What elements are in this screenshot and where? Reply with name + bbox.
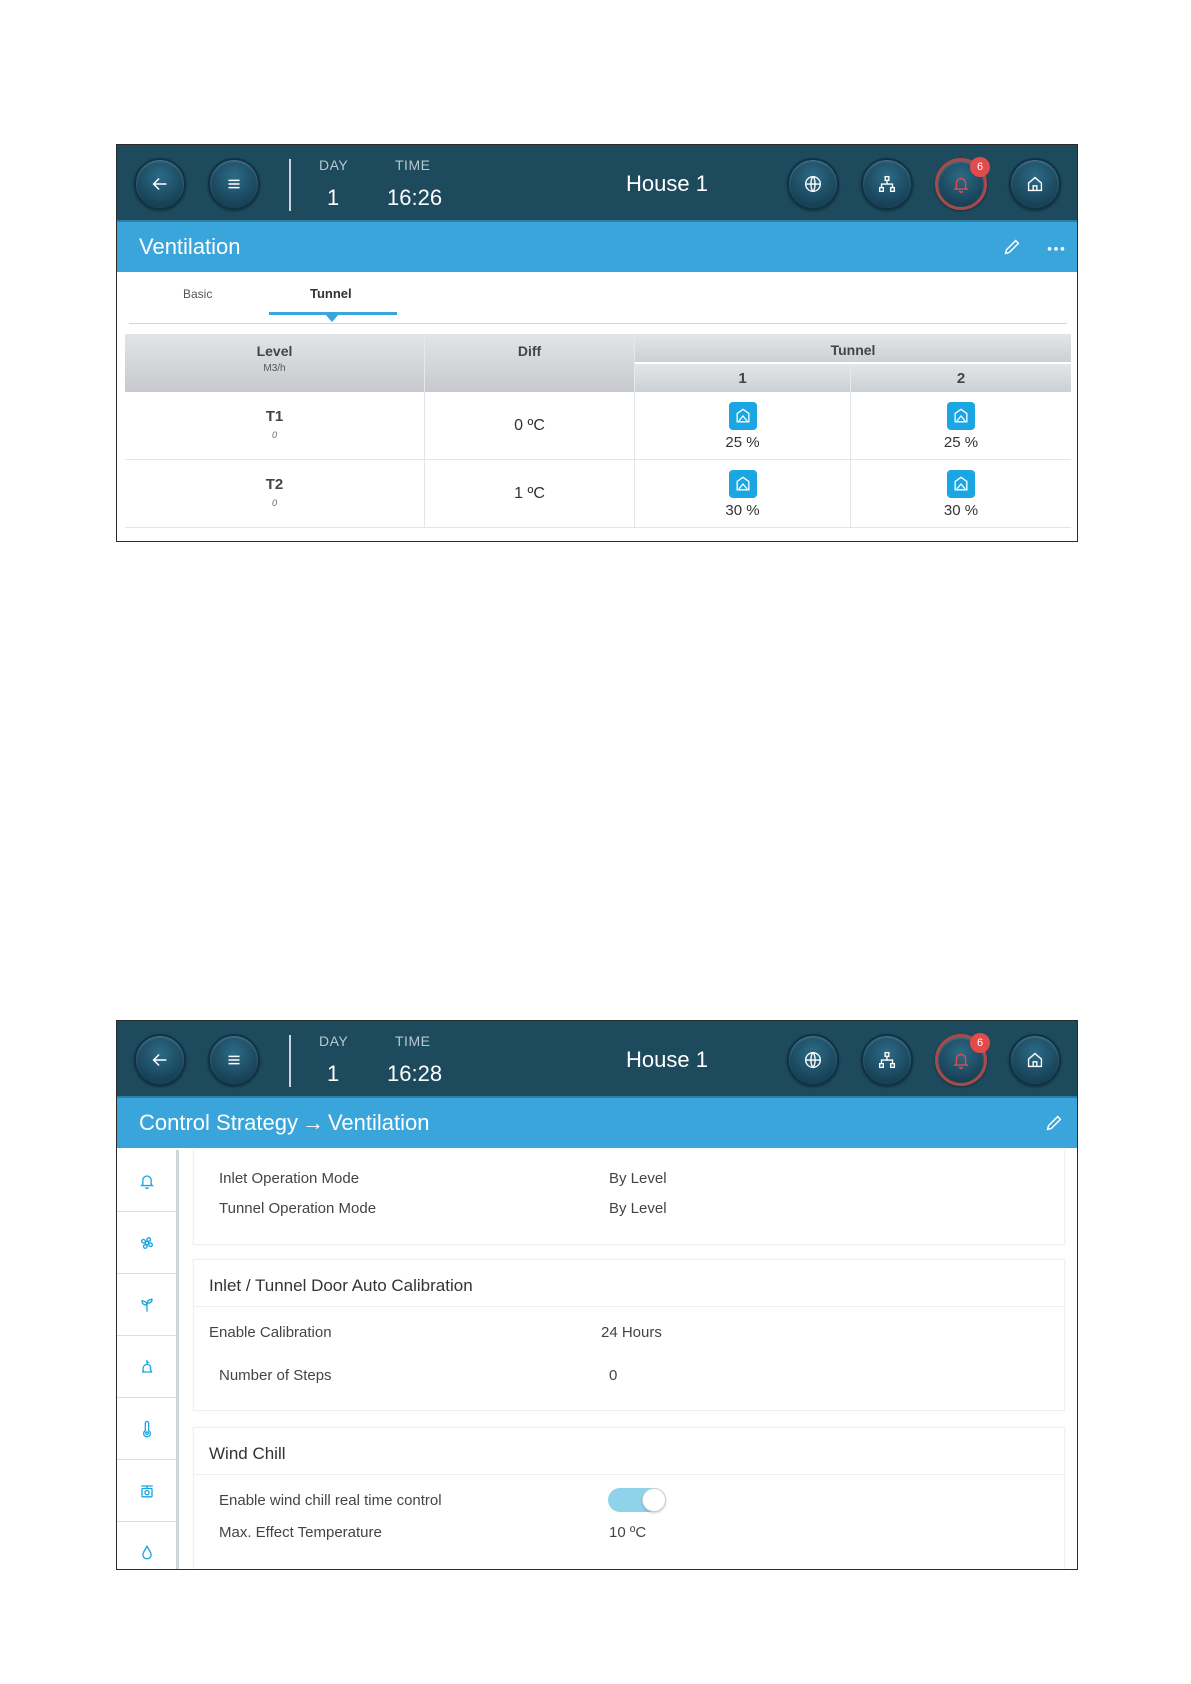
- menu-button[interactable]: [208, 1034, 260, 1086]
- menu-icon: [223, 1049, 245, 1071]
- tunnel-1-cell[interactable]: [635, 392, 851, 460]
- time-value: 16:28: [387, 1061, 443, 1086]
- sidebar-item-growth[interactable]: [117, 1274, 176, 1336]
- level-value: 0: [271, 430, 277, 440]
- header-diff: [425, 334, 635, 392]
- inlet-mode-value[interactable]: By Level: [609, 1170, 667, 1187]
- globe-icon: [802, 173, 824, 195]
- wind-chill-title: Wind Chill: [209, 1444, 286, 1463]
- arrow-left-icon: [149, 1049, 171, 1071]
- alarm-count-badge: 6: [970, 157, 990, 177]
- inlet-mode-label: Inlet Operation Mode: [219, 1170, 360, 1187]
- arrow-left-icon: [149, 173, 171, 195]
- breadcrumb-arrow-icon: →: [301, 1110, 324, 1135]
- tunnel-door-icon: [729, 470, 757, 498]
- network-icon: [876, 1049, 898, 1071]
- tunnel-2-cell[interactable]: [851, 392, 1071, 460]
- globe-button[interactable]: [787, 1034, 839, 1086]
- number-of-steps-label: Number of Steps: [219, 1367, 332, 1384]
- diff-value: 1 ºC: [514, 485, 545, 502]
- day-label: DAY: [319, 1033, 349, 1049]
- sprout-icon: [137, 1295, 157, 1315]
- more-options-icon[interactable]: [1045, 236, 1067, 258]
- max-effect-temperature-value[interactable]: 10 ºC: [609, 1524, 647, 1541]
- wind-chill-card: [193, 1427, 1065, 1570]
- page-title-bar: [117, 1098, 1077, 1148]
- network-button[interactable]: [861, 158, 913, 210]
- tab-bar: [117, 272, 1077, 326]
- tunnel-1-cell[interactable]: [635, 460, 851, 528]
- max-effect-temperature-label: Max. Effect Temperature: [219, 1524, 382, 1541]
- control-strategy-ventilation-screen: [116, 1020, 1078, 1570]
- ventilation-tunnel-screen: [116, 144, 1078, 542]
- alarm-count-badge: 6: [970, 1033, 990, 1053]
- back-button[interactable]: [134, 1034, 186, 1086]
- tunnel-levels-table: [125, 334, 1071, 528]
- table-row[interactable]: [125, 392, 1071, 460]
- level-cell: [125, 392, 425, 460]
- tunnel-door-icon: [729, 402, 757, 430]
- toggle-knob: [642, 1488, 666, 1512]
- water-drop-icon: [137, 1543, 157, 1563]
- category-sidebar: [117, 1150, 179, 1570]
- card-divider: [194, 1474, 1064, 1475]
- time-label: TIME: [395, 1033, 431, 1049]
- menu-icon: [223, 173, 245, 195]
- diff-cell: [425, 460, 635, 528]
- breadcrumb-parent[interactable]: Control Strategy: [139, 1110, 298, 1135]
- tunnel-1-value: 25 %: [725, 434, 760, 451]
- operation-modes-card: [193, 1150, 1065, 1245]
- top-bar: [117, 1021, 1077, 1098]
- tunnel-2-cell[interactable]: [851, 460, 1071, 528]
- diff-value: 0 ºC: [514, 417, 545, 434]
- day-value: 1: [327, 1061, 340, 1086]
- enable-calibration-label: Enable Calibration: [209, 1324, 332, 1341]
- header-level-unit: M3/h: [263, 363, 286, 374]
- level-value: 0: [271, 498, 277, 508]
- header-tunnel-1-label: 1: [738, 370, 747, 387]
- level-name: T1: [265, 408, 284, 425]
- sidebar-item-birds[interactable]: [117, 1336, 176, 1398]
- home-icon: [1024, 173, 1046, 195]
- header-tunnel-2-label: 2: [956, 370, 966, 387]
- number-of-steps-value[interactable]: 0: [609, 1367, 618, 1384]
- page-title-bar: [117, 222, 1077, 272]
- header-level-label: Level: [256, 343, 293, 359]
- sidebar-item-temperature[interactable]: [117, 1398, 176, 1460]
- menu-button[interactable]: [208, 158, 260, 210]
- diff-cell: [425, 392, 635, 460]
- level-cell: [125, 460, 425, 528]
- bird-icon: [137, 1357, 157, 1377]
- tunnel-2-value: 30 %: [943, 502, 979, 519]
- house-title: House 1: [626, 1047, 708, 1072]
- sidebar-item-alarms[interactable]: [117, 1150, 176, 1212]
- active-tab-caret: [325, 314, 339, 322]
- day-value: 1: [327, 185, 340, 210]
- time-label: TIME: [395, 157, 431, 173]
- bell-icon: [137, 1171, 157, 1191]
- page-title: Ventilation: [139, 234, 241, 259]
- globe-button[interactable]: [787, 158, 839, 210]
- home-button[interactable]: [1009, 1034, 1061, 1086]
- wind-chill-enable-label: Enable wind chill real time control: [219, 1492, 442, 1509]
- home-button[interactable]: [1009, 158, 1061, 210]
- globe-icon: [802, 1049, 824, 1071]
- network-button[interactable]: [861, 1034, 913, 1086]
- tunnel-2-value: 25 %: [943, 434, 979, 451]
- tunnel-mode-value[interactable]: By Level: [609, 1200, 667, 1217]
- time-value: 16:26: [387, 185, 443, 210]
- back-button[interactable]: [134, 158, 186, 210]
- auto-calibration-card: [193, 1259, 1065, 1411]
- header-divider: [289, 1035, 291, 1087]
- tunnel-mode-label: Tunnel Operation Mode: [219, 1200, 377, 1217]
- header-tunnel-1: [635, 364, 851, 392]
- sidebar-item-scale[interactable]: [117, 1460, 176, 1522]
- auto-calibration-title: Inlet / Tunnel Door Auto Calibration: [209, 1276, 473, 1295]
- tunnel-1-value: 30 %: [725, 502, 760, 519]
- day-label: DAY: [319, 157, 349, 173]
- bell-icon: [950, 173, 972, 195]
- table-row[interactable]: [125, 460, 1071, 528]
- level-name: T2: [265, 476, 284, 493]
- card-divider: [194, 1306, 1064, 1307]
- wind-chill-toggle[interactable]: [608, 1488, 666, 1512]
- top-bar: [117, 145, 1077, 222]
- header-tunnel-2: [851, 364, 1071, 392]
- alarm-button[interactable]: [935, 158, 987, 210]
- pencil-icon[interactable]: [1043, 1112, 1065, 1134]
- tunnel-door-icon: [947, 402, 975, 430]
- thermometer-icon: [137, 1419, 157, 1439]
- table-header: [125, 334, 1071, 392]
- house-title: House 1: [626, 171, 708, 196]
- pencil-icon[interactable]: [1001, 236, 1023, 258]
- enable-calibration-value[interactable]: 24 Hours: [601, 1324, 662, 1341]
- bell-icon: [950, 1049, 972, 1071]
- alarm-button[interactable]: [935, 1034, 987, 1086]
- header-level: [125, 334, 425, 392]
- page-title: Ventilation: [327, 1110, 430, 1135]
- sidebar-item-water[interactable]: [117, 1522, 176, 1570]
- network-icon: [876, 173, 898, 195]
- tab-tunnel[interactable]: Tunnel: [310, 286, 352, 301]
- scale-icon: [137, 1481, 157, 1501]
- fan-icon: [137, 1233, 157, 1253]
- header-tunnel-label: Tunnel: [830, 342, 876, 358]
- header-divider: [289, 159, 291, 211]
- sidebar-item-ventilation[interactable]: [117, 1212, 176, 1274]
- tab-divider: [129, 323, 1067, 324]
- tab-basic[interactable]: Basic: [183, 287, 213, 301]
- tunnel-door-icon: [947, 470, 975, 498]
- home-icon: [1024, 1049, 1046, 1071]
- header-tunnel: [635, 334, 1071, 362]
- header-diff-label: Diff: [517, 343, 542, 359]
